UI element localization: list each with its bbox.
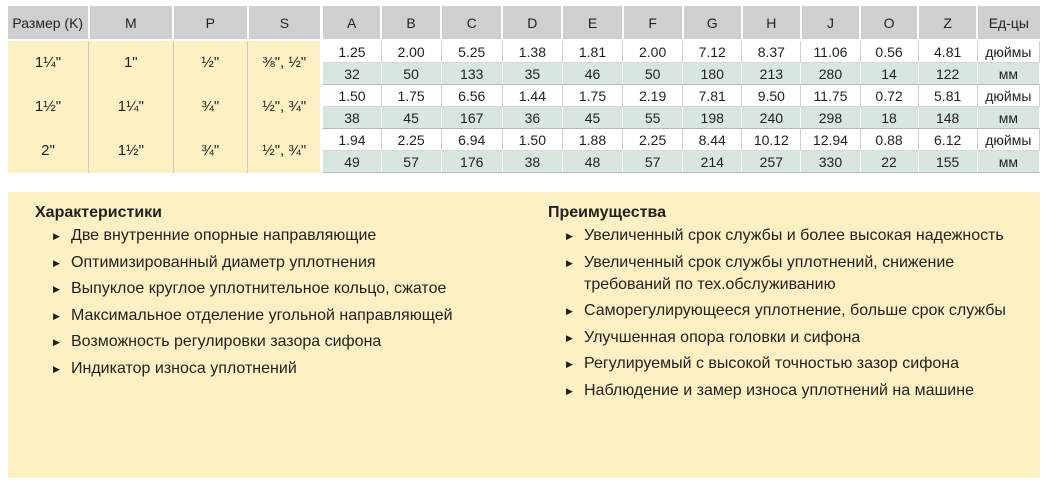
list-item-text: Саморегулирующееся уплотнение, больше срок службы — [584, 302, 1006, 319]
unit-inches-cell: дюймы — [977, 129, 1039, 151]
header-c: C — [441, 6, 502, 40]
list-item-text: Выпуклое круглое уплотнительное кольцо, сжатое — [71, 280, 447, 297]
inch-value-cell: 1.75 — [562, 85, 622, 107]
bullet-arrow-icon: ▶ — [53, 257, 60, 268]
bullet-arrow-icon: ▶ — [566, 332, 573, 343]
list-item-text: Возможность регулировки зазора сифона — [71, 333, 382, 350]
m-cell: 1" — [89, 40, 174, 85]
mm-value-cell: 167 — [441, 107, 502, 129]
inch-value-cell: 2.00 — [381, 40, 441, 63]
header-h: H — [742, 6, 801, 40]
header-d: D — [502, 6, 562, 40]
inch-value-cell: 1.50 — [502, 129, 562, 151]
inch-value-cell: 1.88 — [562, 129, 622, 151]
list-item-text: Индикатор износа уплотнений — [71, 359, 297, 377]
unit-mm-cell: мм — [977, 151, 1039, 173]
header-size: Размер (K) — [8, 6, 89, 40]
inch-value-cell: 6.56 — [441, 85, 502, 107]
m-cell: 1¼" — [89, 85, 174, 129]
inch-value-cell: 0.88 — [860, 129, 918, 151]
characteristics-section — [35, 204, 505, 384]
mm-value-cell: 155 — [918, 151, 977, 173]
inch-value-cell: 1.81 — [562, 40, 622, 63]
list-item — [548, 327, 1018, 349]
unit-mm-cell: мм — [977, 63, 1039, 85]
s-cell: ½", ¾" — [248, 129, 322, 173]
header-g: G — [683, 6, 742, 40]
inch-value-cell: 11.75 — [801, 85, 860, 107]
list-item-text: Улучшенная опора головки и сифона — [584, 328, 861, 346]
table-body — [8, 40, 1040, 173]
bullet-arrow-icon: ▶ — [566, 257, 573, 268]
inch-value-cell: 4.81 — [918, 40, 977, 63]
mm-value-cell: 48 — [562, 151, 622, 173]
bullet-arrow-icon: ▶ — [53, 310, 60, 321]
mm-value-cell: 14 — [860, 63, 918, 85]
list-item — [35, 305, 505, 327]
table-row-inches — [8, 40, 1040, 63]
mm-value-cell: 38 — [322, 107, 381, 129]
s-cell: ½", ¾" — [248, 85, 322, 129]
mm-value-cell: 257 — [742, 151, 801, 173]
mm-value-cell: 50 — [623, 63, 683, 85]
mm-value-cell: 57 — [381, 151, 441, 173]
inch-value-cell: 1.38 — [502, 40, 562, 63]
inch-value-cell: 2.25 — [623, 129, 683, 151]
header-s: S — [248, 6, 322, 40]
mm-value-cell: 32 — [322, 63, 381, 85]
header-a: A — [322, 6, 381, 40]
mm-value-cell: 148 — [918, 107, 977, 129]
inch-value-cell: 1.50 — [322, 85, 381, 107]
header-e: E — [562, 6, 622, 40]
mm-value-cell: 35 — [502, 63, 562, 85]
mm-value-cell: 55 — [623, 107, 683, 129]
mm-value-cell: 57 — [623, 151, 683, 173]
inch-value-cell: 7.12 — [683, 40, 742, 63]
bullet-arrow-icon: ▶ — [566, 359, 573, 369]
mm-value-cell: 280 — [801, 63, 860, 85]
mm-value-cell: 22 — [860, 151, 918, 173]
mm-value-cell: 122 — [918, 63, 977, 85]
mm-value-cell: 45 — [381, 107, 441, 129]
advantages-section — [548, 204, 1018, 406]
bullet-arrow-icon: ▶ — [566, 231, 573, 241]
advantages-list — [548, 225, 1018, 402]
mm-value-cell: 36 — [502, 107, 562, 129]
header-o: O — [860, 6, 918, 40]
list-item-text: Увеличенный срок службы уплотнений, снижение требований по тех.обслуживанию — [584, 253, 955, 293]
list-item-text: Две внутренние опорные направляющие — [71, 227, 377, 244]
mm-value-cell: 298 — [801, 107, 860, 129]
inch-value-cell: 2.25 — [381, 129, 441, 151]
mm-value-cell: 213 — [742, 63, 801, 85]
inch-value-cell: 2.19 — [623, 85, 683, 107]
mm-value-cell: 214 — [683, 151, 742, 173]
inch-value-cell: 12.94 — [801, 129, 860, 151]
list-item-text: Регулируемый с высокой точностью зазор сифона — [584, 355, 959, 372]
header-b: B — [381, 6, 441, 40]
inch-value-cell: 5.25 — [441, 40, 502, 63]
header-j: J — [801, 6, 860, 40]
unit-inches-cell: дюймы — [977, 85, 1039, 107]
inch-value-cell: 2.00 — [623, 40, 683, 63]
inch-value-cell: 1.25 — [322, 40, 381, 63]
mm-value-cell: 49 — [322, 151, 381, 173]
inch-value-cell: 6.94 — [441, 129, 502, 151]
inch-value-cell: 0.56 — [860, 40, 918, 63]
size-cell: 2" — [8, 129, 89, 173]
header-p: P — [173, 6, 247, 40]
list-item-text: Наблюдение и замер износа уплотнений на машине — [584, 381, 974, 399]
inch-value-cell: 10.12 — [742, 129, 801, 151]
bullet-arrow-icon: ▶ — [566, 385, 573, 396]
list-item-text: Увеличенный срок службы и более высокая надежность — [584, 227, 1004, 244]
table-row-inches — [8, 85, 1040, 107]
list-item — [35, 225, 505, 247]
mm-value-cell: 18 — [860, 107, 918, 129]
characteristics-list — [35, 225, 505, 380]
list-item-text: Оптимизированный диаметр уплотнения — [71, 253, 376, 271]
inch-value-cell: 1.75 — [381, 85, 441, 107]
mm-value-cell: 240 — [742, 107, 801, 129]
list-item — [548, 380, 1018, 402]
inch-value-cell: 1.94 — [322, 129, 381, 151]
table-header-row — [8, 6, 1040, 40]
dimensions-table — [8, 6, 1040, 173]
list-item — [548, 300, 1018, 322]
header-units: Ед-цы — [977, 6, 1039, 40]
size-cell: 1½" — [8, 85, 89, 129]
inch-value-cell: 9.50 — [742, 85, 801, 107]
bullet-arrow-icon: ▶ — [53, 231, 60, 241]
header-f: F — [623, 6, 683, 40]
inch-value-cell: 1.44 — [502, 85, 562, 107]
inch-value-cell: 0.72 — [860, 85, 918, 107]
size-cell: 1¼" — [8, 40, 89, 85]
p-cell: ½" — [173, 40, 247, 85]
list-item — [35, 331, 505, 353]
mm-value-cell: 330 — [801, 151, 860, 173]
p-cell: ¾" — [173, 129, 247, 173]
p-cell: ¾" — [173, 85, 247, 129]
list-item — [35, 358, 505, 380]
unit-inches-cell: дюймы — [977, 40, 1039, 63]
inch-value-cell: 7.81 — [683, 85, 742, 107]
inch-value-cell: 8.37 — [742, 40, 801, 63]
table-row-inches — [8, 129, 1040, 151]
characteristics-title: Характеристики — [35, 204, 163, 221]
inch-value-cell: 6.12 — [918, 129, 977, 151]
bullet-arrow-icon: ▶ — [566, 306, 573, 316]
mm-value-cell: 176 — [441, 151, 502, 173]
list-item-text: Максимальное отделение угольной направляющей — [71, 306, 453, 324]
mm-value-cell: 133 — [441, 63, 502, 85]
list-item — [35, 278, 505, 300]
mm-value-cell: 45 — [562, 107, 622, 129]
mm-value-cell: 46 — [562, 63, 622, 85]
mm-value-cell: 50 — [381, 63, 441, 85]
m-cell: 1½" — [89, 129, 174, 173]
inch-value-cell: 5.81 — [918, 85, 977, 107]
advantages-title: Преимущества — [548, 204, 666, 221]
bullet-arrow-icon: ▶ — [53, 363, 60, 374]
list-item — [548, 353, 1018, 375]
unit-mm-cell: мм — [977, 107, 1039, 129]
mm-value-cell: 180 — [683, 63, 742, 85]
list-item — [548, 252, 1018, 296]
list-item — [35, 252, 505, 274]
list-item — [548, 225, 1018, 247]
bullet-arrow-icon: ▶ — [53, 284, 60, 294]
s-cell: ⅜", ½" — [248, 40, 322, 85]
mm-value-cell: 198 — [683, 107, 742, 129]
bullet-arrow-icon: ▶ — [53, 337, 60, 347]
mm-value-cell: 38 — [502, 151, 562, 173]
header-m: M — [89, 6, 174, 40]
header-z: Z — [918, 6, 977, 40]
inch-value-cell: 11.06 — [801, 40, 860, 63]
features-panel — [8, 192, 1040, 478]
inch-value-cell: 8.44 — [683, 129, 742, 151]
